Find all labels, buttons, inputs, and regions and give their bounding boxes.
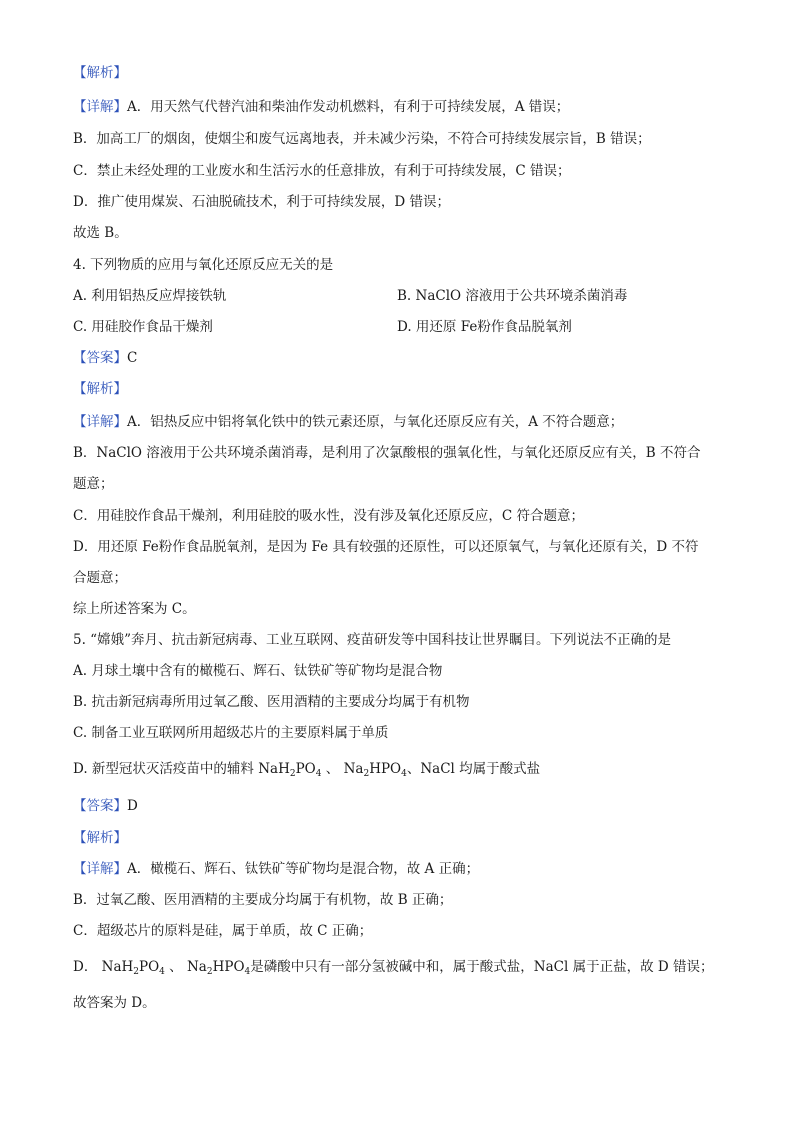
q3-detail-b: B．加高工厂的烟囱，使烟尘和废气远离地表，并未减少污染，不符合可持续发展宗旨，B 错误； [73,131,651,147]
q4-detail-label: 【详解】 [73,414,127,430]
q5-option-b: B. 抗击新冠病毒所用过氧乙酸、医用酒精的主要成分均属于有机物 [73,694,470,710]
q5-option-d: D. 新型冠状灭活疫苗中的辅料 $NaH_2PO_4$ 、 $Na_2HPO_4$、NaCl 均属于酸式盐 [73,761,541,779]
q4-detail-c: C．用硅胶作食品干燥剂，利用硅胶的吸水性，没有涉及氧化还原反应，C 符合题意； [73,508,584,524]
q5-detail-c: C．超级芯片的原料是硅，属于单质，故 C 正确； [73,923,373,939]
q3-detail-c: C．禁止未经处理的工业废水和生活污水的任意排放，有利于可持续发展，C 错误； [73,163,571,179]
formula-nah2po4-detail: $NaH_2PO_4$ [101,959,165,977]
q4-option-a: A. 利用铝热反应焊接铁轨 [73,288,227,304]
formula-na2hpo4-detail: $Na_2HPO_4$ [186,959,251,977]
q3-detail-label: 【详解】 [73,99,127,115]
q5-answer: 【答案】D [73,798,138,814]
q3-detail-a: 【详解】A．用天然气代替汽油和柴油作发动机燃料，有利于可持续发展，A 错误； [73,99,570,115]
formula-nacl: 、NaCl [406,761,455,777]
q3-detail-d: D．推广使用煤炭、石油脱硫技术，利于可持续发展，D 错误； [73,194,450,210]
q5-analysis-label: 【解析】 [73,830,127,846]
q4-detail-d-1: D．用还原 Fe粉作食品脱氧剂，是因为 Fe 具有较强的还原性，可以还原氧气，与氧化还原有关，D 不符 [73,539,699,555]
q4-conclusion: 综上所述答案为 C。 [73,601,196,617]
q4-option-b: B. NaClO 溶液用于公共环境杀菌消毒 [397,288,628,304]
formula-nah2po4: $NaH_2PO_4$ [258,761,322,779]
q3-conclusion: 故选 B。 [73,225,128,241]
q5-conclusion: 故答案为 D。 [73,995,156,1011]
q4-stem: 4. 下列物质的应用与氧化还原反应无关的是 [73,257,334,273]
q5-detail-label: 【详解】 [73,861,127,877]
q4-option-d: D. 用还原 Fe粉作食品脱氧剂 [397,319,572,335]
q3-analysis-label: 【解析】 [73,65,127,81]
q5-option-c: C. 制备工业互联网所用超级芯片的主要原料属于单质 [73,725,389,741]
q4-answer-label: 【答案】 [73,350,127,366]
q5-detail-a: 【详解】A．橄榄石、辉石、钛铁矿等矿物均是混合物，故 A 正确； [73,861,480,877]
q5-stem: 5. “嫦娥”奔月、抗击新冠病毒、工业互联网、疫苗研发等中国科技让世界瞩目。下列说法不正确的是 [73,632,671,648]
q4-detail-b-1: B．NaClO 溶液用于公共环境杀菌消毒，是利用了次氯酸根的强氧化性，与氧化还原反应有关，B 不符合 [73,445,701,461]
q4-detail-b-2: 题意； [73,476,114,492]
q4-answer: 【答案】C [73,350,138,366]
q5-answer-label: 【答案】 [73,798,127,814]
q4-detail-a: 【详解】A．铝热反应中铝将氧化铁中的铁元素还原，与氧化还原反应有关，A 不符合题意； [73,414,624,430]
q4-detail-d-2: 合题意； [73,570,127,586]
q4-option-c: C. 用硅胶作食品干燥剂 [73,319,213,335]
q5-option-a: A. 月球土壤中含有的橄榄石、辉石、钛铁矿等矿物均是混合物 [73,663,443,679]
q4-analysis-label: 【解析】 [73,381,127,397]
q5-detail-b: B．过氧乙酸、医用酒精的主要成分均属于有机物，故 B 正确； [73,892,453,908]
q5-detail-d: D． $NaH_2PO_4$ 、 $Na_2HPO_4$是磷酸中只有一部分氢被碱中和，属于酸式盐，NaCl 属于正盐，故 D 错误； [73,959,714,977]
formula-na2hpo4: $Na_2HPO_4$ [343,761,407,779]
